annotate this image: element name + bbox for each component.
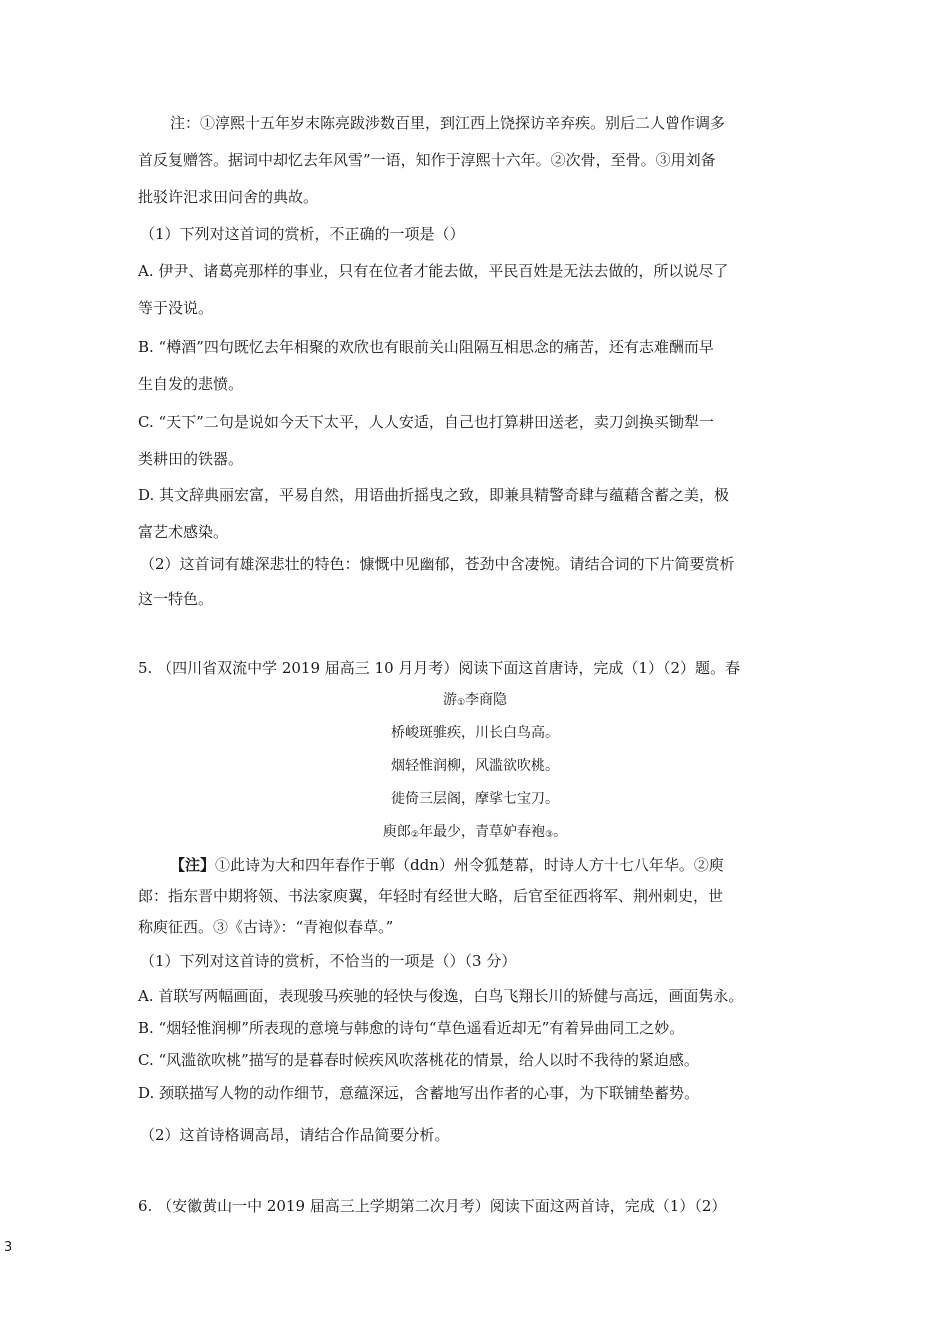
sub-question: （1）下列对这首词的赏析，不正确的一项是（） (140, 225, 465, 243)
note-text: ①此诗为大和四年春作于郸（ddn）州令狐楚幕，时诗人方十七八年华。②庾 (215, 856, 724, 874)
poem-line: 桥峻斑骓疾，川长白鸟高。 (391, 725, 559, 741)
option-b: B. “樽酒”四句既忆去年相聚的欢欣也有眼前关山阻隔互相思念的痛苦，还有志难酬而早 (138, 338, 714, 356)
poem-line: 烟轻惟润柳，风滥欲吹桃。 (391, 758, 559, 774)
sub-question-cont: 这一特色。 (138, 590, 214, 608)
note-line: 称庾征西。③《古诗》：“青袍似春草。” (138, 918, 394, 936)
option-a: A. 首联写两幅画面，表现骏马疾驰的轻快与俊逸，白鸟飞翔长川的矫健与高远，画面隽永。 (138, 987, 744, 1005)
option-d: D. 其文辞典丽宏富，平易自然，用语曲折摇曳之致，即兼具精警奇肆与蕴藉含蓄之美，极 (138, 486, 730, 504)
footnote-mark: ③ (545, 830, 554, 840)
note-line: 首反复赠答。据词中却忆去年风雪”一语，知作于淳熙十六年。②次骨，至骨。③用刘备 (138, 151, 716, 169)
poem-title (0, 690, 950, 713)
option-d: D. 颈联描写人物的动作细节，意蕴深远，含蓄地写出作者的心事，为下联铺垫蓄势。 (138, 1084, 700, 1102)
sub-question: （2）这首诗格调高昂，请结合作品简要分析。 (140, 1126, 450, 1144)
poem-title-text: 游 (442, 692, 457, 708)
poem-text: 庾郎 (382, 824, 411, 840)
poem-note (170, 855, 724, 875)
poem-line: 徙倚三层阁，摩挲七宝刀。 (391, 791, 559, 807)
footnote-mark: ② (410, 830, 419, 840)
option-c-cont: 类耕田的铁器。 (138, 450, 244, 468)
option-b: B. “烟轻惟润柳”所表现的意境与韩愈的诗句“草色遥看近却无”有着异曲同工之妙。 (138, 1019, 685, 1037)
note-line: 批驳许汜求田问舍的典故。 (138, 188, 319, 206)
option-b-cont: 生自发的悲愤。 (138, 375, 244, 393)
option-a-cont: 等于没说。 (138, 299, 214, 317)
poem-text: 年最少，青草妒春袍 (419, 824, 545, 840)
poem-author: 李商隐 (465, 692, 508, 708)
note-label: 【注】 (170, 856, 216, 874)
option-d-cont: 富艺术感染。 (138, 523, 229, 541)
question-6-heading: 6. （安徽黄山一中 2019 届高三上学期第二次月考）阅读下面这两首诗，完成（1）（2） (138, 1197, 727, 1215)
question-5-heading: 5. （四川省双流中学 2019 届高三 10 月月考）阅读下面这首唐诗，完成（1）（2）题。春 (138, 659, 741, 677)
poem-text: 。 (553, 824, 568, 840)
note-line: 注：①淳熙十五年岁末陈亮跋涉数百里，到江西上饶探访辛弃疾。别后二人曾作调多 (170, 114, 726, 132)
option-c: C. “天下”二句是说如今天下太平，人人安适，自己也打算耕田送老，卖刀剑换买锄犁一 (138, 413, 714, 431)
option-a: A. 伊尹、诸葛亮那样的事业，只有在位者才能去做，平民百姓是无法去做的，所以说尽了 (138, 262, 729, 280)
poem-line (0, 822, 950, 845)
footnote-mark: ① (456, 698, 466, 708)
note-line: 郎：指东晋中期将领、书法家庾翼，年轻时有经世大略，后官至征西将军、荆州刺史，世 (138, 887, 724, 905)
page-number: 3 (4, 1240, 13, 1255)
option-c: C. “风滥欲吹桃”描写的是暮春时候疾风吹落桃花的情景，给人以时不我待的紧迫感。 (138, 1051, 699, 1069)
sub-question: （1）下列对这首诗的赏析，不恰当的一项是（）（3 分） (140, 952, 517, 970)
sub-question: （2）这首词有雄深悲壮的特色：慷慨中见幽郁，苍劲中含凄惋。请结合词的下片简要赏析 (140, 555, 735, 573)
